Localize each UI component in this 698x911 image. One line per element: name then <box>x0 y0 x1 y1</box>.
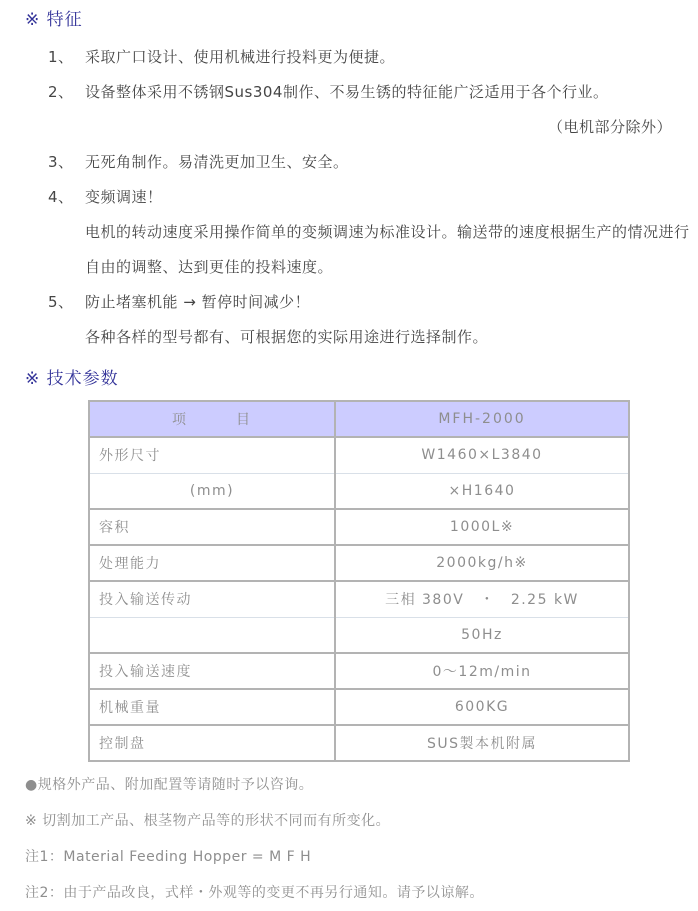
feature-item-2 <box>25 75 672 110</box>
spec-label-dimensions-unit: (mm) <box>89 473 335 509</box>
spec-value-conveyor-drive: 三相 380V ・ 2.25 kW <box>335 581 629 617</box>
feature-item-3-number: 3、 <box>48 153 74 171</box>
feature-item-5-number: 5、 <box>48 293 74 311</box>
spec-table <box>88 400 630 762</box>
spec-col-header-item: 项 目 <box>89 401 335 437</box>
spec-row-processing-capacity <box>89 545 629 581</box>
feature-item-4 <box>25 180 672 215</box>
spec-row-dimensions <box>89 437 629 473</box>
spec-label-capacity: 容积 <box>89 509 335 545</box>
spec-row-capacity <box>89 509 629 545</box>
feature-item-1 <box>25 40 672 75</box>
spec-label-conveyor-speed: 投入输送速度 <box>89 653 335 689</box>
feature-item-5 <box>25 285 672 320</box>
note-2-spec-change: 注2：由于产品改良，式样・外观等的变更不再另行通知。请予以谅解。 <box>25 885 484 901</box>
feature-item-5-text: 防止堵塞机能 → 暂停时间减少！ <box>85 293 311 311</box>
spec-row-dimensions-mm <box>89 473 629 509</box>
spec-value-processing-capacity: 2000kg/h※ <box>335 545 629 581</box>
spec-col-header-model: MFH-2000 <box>335 401 629 437</box>
spec-row-frequency <box>89 617 629 653</box>
spec-label-conveyor-drive: 投入输送传动 <box>89 581 335 617</box>
note-1-mfh-abbreviation: 注1：Material Feeding Hopper = M F H <box>25 849 312 865</box>
feature-item-2-text: 设备整体采用不锈钢Sus304制作、不易生锈的特征能广泛适用于各个行业。 <box>85 83 609 101</box>
spec-label-processing-capacity: 处理能力 <box>89 545 335 581</box>
features-heading: ※ 特征 <box>25 10 83 30</box>
features-list <box>25 40 690 355</box>
spec-value-machine-weight: 600KG <box>335 689 629 725</box>
feature-item-2-number: 2、 <box>48 83 74 101</box>
motor-exclusion-note: （电机部分除外） <box>547 118 672 136</box>
footer-notes <box>25 767 672 911</box>
feature-item-4-paragraph-1: 电机的转动速度采用操作简单的变频调速为标准设计。输送带的速度根据生产的情况进行 <box>85 223 690 241</box>
spec-label-control-panel: 控制盘 <box>89 725 335 761</box>
spec-row-control-panel <box>89 725 629 761</box>
note-shape-variation: ※ 切割加工产品、根茎物产品等的形状不同而有所变化。 <box>25 813 391 829</box>
spec-row-machine-weight <box>89 689 629 725</box>
spec-value-capacity: 1000L※ <box>335 509 629 545</box>
spec-value-conveyor-speed: 0～12m/min <box>335 653 629 689</box>
feature-item-1-number: 1、 <box>48 48 74 66</box>
feature-item-1-text: 采取广口设计、使用机械进行投料更为便捷。 <box>85 48 396 66</box>
spec-label-dimensions: 外形尺寸 <box>89 437 335 473</box>
spec-label-frequency-empty <box>89 617 335 653</box>
feature-item-4-paragraph-2: 自由的调整、达到更佳的投料速度。 <box>85 258 334 276</box>
specs-heading: ※ 技术参数 <box>25 369 119 389</box>
spec-value-dimensions-height: ×H1640 <box>335 473 629 509</box>
spec-value-dimensions: W1460×L3840 <box>335 437 629 473</box>
spec-value-frequency: 50Hz <box>335 617 629 653</box>
feature-item-4-number: 4、 <box>48 188 74 206</box>
feature-item-5-paragraph: 各种各样的型号都有、可根据您的实际用途进行选择制作。 <box>85 328 489 346</box>
feature-item-4-text: 变频调速！ <box>85 188 163 206</box>
spec-table-header-row <box>89 401 629 437</box>
feature-item-3 <box>25 145 672 180</box>
spec-value-control-panel: SUS製本机附属 <box>335 725 629 761</box>
spec-row-conveyor-drive <box>89 581 629 617</box>
feature-item-3-text: 无死角制作。易清洗更加卫生、安全。 <box>85 153 349 171</box>
spec-row-conveyor-speed <box>89 653 629 689</box>
note-custom-products: ●规格外产品、附加配置等请随时予以咨询。 <box>25 777 314 793</box>
spec-label-machine-weight: 机械重量 <box>89 689 335 725</box>
